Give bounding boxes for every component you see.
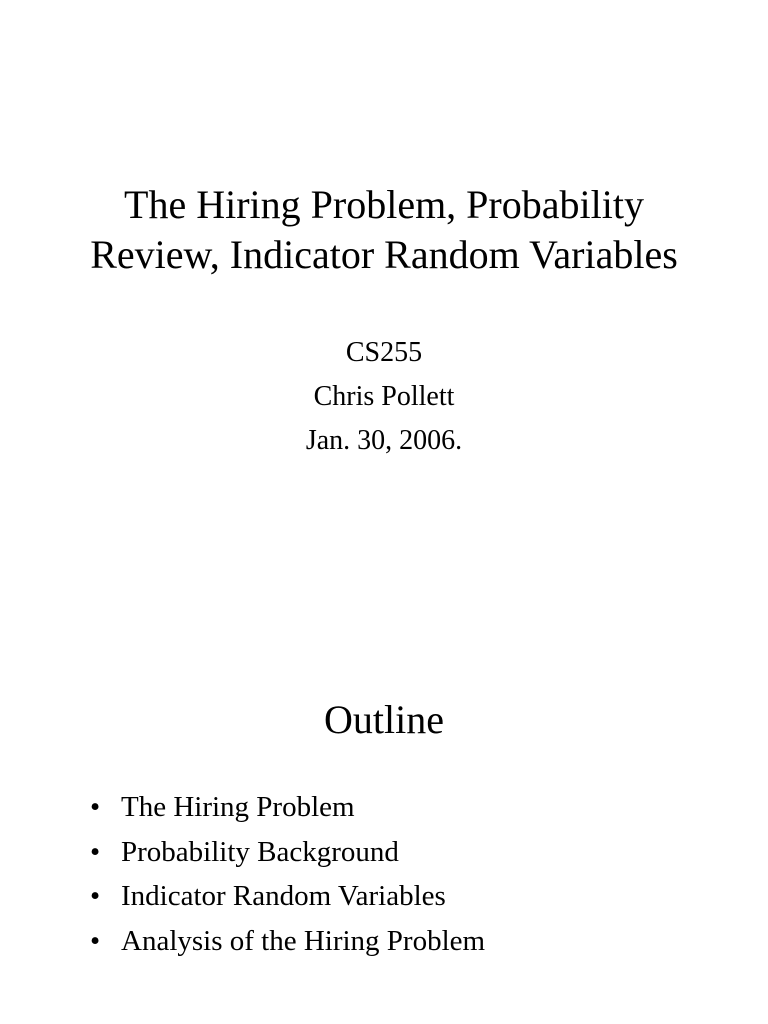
outline-item-label: Indicator Random Variables <box>121 880 446 912</box>
bullet-icon: • <box>90 835 101 868</box>
outline-slide <box>0 512 768 1024</box>
slide-title: The Hiring Problem, Probability Review, Indicator Random Variables <box>90 182 678 277</box>
outline-item <box>90 830 485 875</box>
outline-heading: Outline <box>324 697 444 742</box>
outline-item <box>90 919 485 964</box>
outline-item-label: Probability Background <box>121 835 399 868</box>
author-name: Chris Pollett <box>313 381 455 412</box>
bullet-icon: • <box>90 791 101 823</box>
outline-item <box>90 785 485 830</box>
course-code: CS255 <box>345 337 423 368</box>
outline-item <box>90 874 485 919</box>
bullet-icon: • <box>90 924 101 957</box>
lecture-date: Jan. 30, 2006. <box>305 425 463 456</box>
outline-item-label: Analysis of the Hiring Problem <box>121 924 486 957</box>
outline-list <box>90 785 485 963</box>
outline-item-label: The Hiring Problem <box>121 791 355 823</box>
bullet-icon: • <box>90 880 101 912</box>
